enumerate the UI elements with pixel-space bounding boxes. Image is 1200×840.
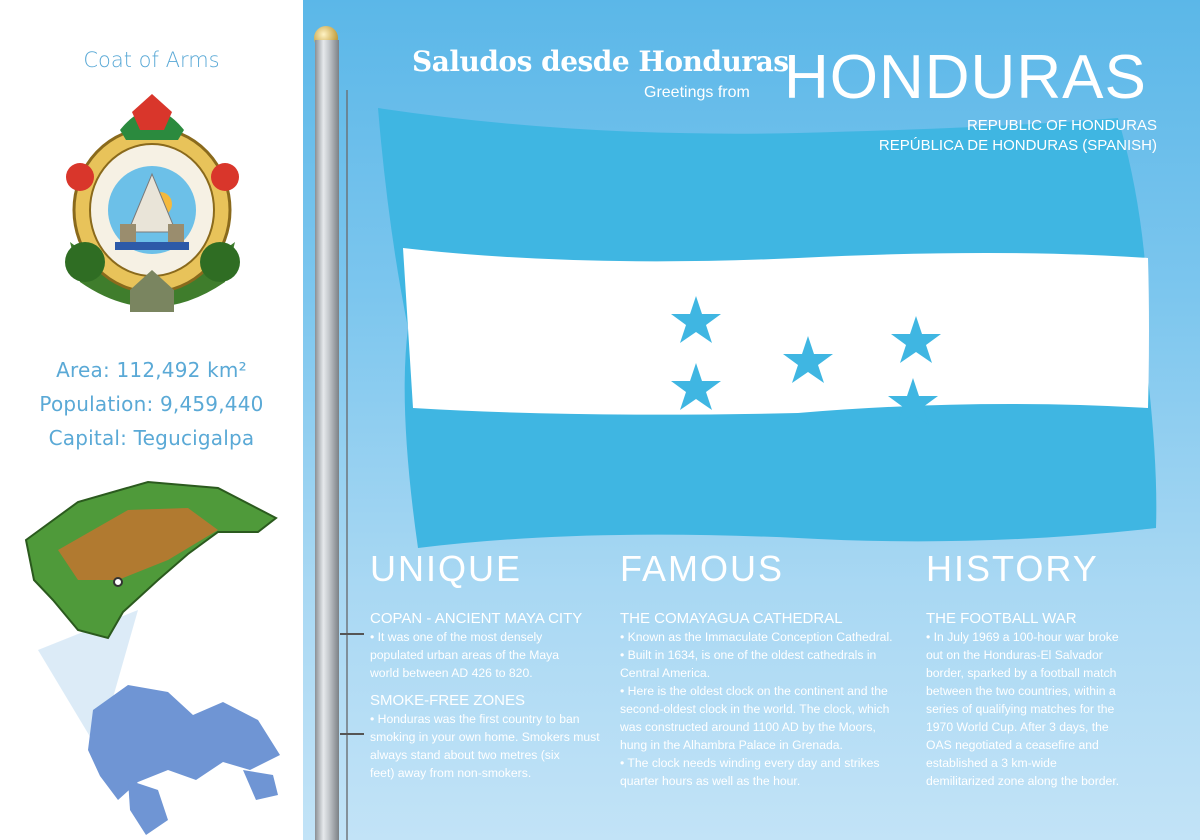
body-line: always stand about two metres (six bbox=[370, 748, 560, 762]
body-line: smoking in your own home. Smokers must bbox=[370, 730, 600, 744]
body-line: feet) away from non-smokers. bbox=[370, 766, 532, 780]
section-title: SMOKE-FREE ZONES bbox=[370, 692, 526, 709]
section-body bbox=[926, 628, 1176, 790]
body-line: hung in the Alhambra Palace in Grenada. bbox=[620, 738, 843, 752]
greeting-spanish: Saludos desde Honduras bbox=[412, 45, 789, 78]
body-line: second-oldest clock in the world. The clock, which bbox=[620, 702, 890, 716]
coat-of-arms-icon bbox=[60, 92, 245, 327]
body-line: OAS negotiated a ceasefire and bbox=[926, 738, 1099, 752]
section-body bbox=[620, 628, 920, 790]
body-line: world between AD 426 to 820. bbox=[370, 666, 533, 680]
body-line: between the two countries, within a bbox=[926, 684, 1116, 698]
section-title: COPAN - ANCIENT MAYA CITY bbox=[370, 610, 583, 627]
country-title: HONDURAS bbox=[784, 43, 1147, 112]
body-line: quarter hours as well as the hour. bbox=[620, 774, 801, 788]
section-title: THE COMAYAGUA CATHEDRAL bbox=[620, 610, 843, 627]
body-line: border, sparked by a football match bbox=[926, 666, 1117, 680]
history-column bbox=[926, 548, 1176, 790]
body-line: established a 3 km-wide bbox=[926, 756, 1057, 770]
area-stat: Area: 112,492 km² bbox=[56, 358, 247, 382]
body-line: • In July 1969 a 100-hour war broke bbox=[926, 630, 1119, 644]
location-map-icon bbox=[18, 470, 298, 840]
body-line: Central America. bbox=[620, 666, 711, 680]
column-heading: UNIQUE bbox=[370, 548, 523, 589]
greeting-english: Greetings from bbox=[644, 84, 750, 101]
body-line: • Known as the Immaculate Conception Cathedral. bbox=[620, 630, 893, 644]
body-line: out on the Honduras-El Salvador bbox=[926, 648, 1103, 662]
pole-tick bbox=[340, 633, 364, 635]
left-info-panel bbox=[0, 0, 303, 840]
section-title: THE FOOTBALL WAR bbox=[926, 610, 1077, 627]
body-line: series of qualifying matches for the bbox=[926, 702, 1115, 716]
body-line: • Honduras was the first country to ban bbox=[370, 712, 580, 726]
pole-tick bbox=[340, 733, 364, 735]
honduras-flag-icon bbox=[378, 108, 1158, 548]
famous-column bbox=[620, 548, 920, 790]
body-line: • It was one of the most densely bbox=[370, 630, 543, 644]
official-name-spanish: REPÚBLICA DE HONDURAS (SPANISH) bbox=[878, 137, 1157, 154]
body-line: populated urban areas of the Maya bbox=[370, 648, 560, 662]
section-body bbox=[370, 710, 610, 782]
flagpole-rope bbox=[346, 90, 348, 840]
column-heading: HISTORY bbox=[926, 548, 1099, 589]
unique-column bbox=[370, 548, 610, 782]
column-heading: FAMOUS bbox=[620, 548, 785, 589]
population-stat: Population: 9,459,440 bbox=[39, 392, 264, 416]
body-line: was constructed around 1100 AD by the Moors, bbox=[620, 720, 876, 734]
body-line: 1970 World Cup. After 3 days, the bbox=[926, 720, 1109, 734]
flagpole bbox=[315, 40, 339, 840]
coat-of-arms-title: Coat of Arms bbox=[83, 48, 220, 72]
section-body bbox=[370, 628, 610, 682]
body-line: • Here is the oldest clock on the continent and the bbox=[620, 684, 888, 698]
capital-stat: Capital: Tegucigalpa bbox=[48, 426, 255, 450]
official-name: REPUBLIC OF HONDURAS bbox=[966, 117, 1157, 134]
body-line: demilitarized zone along the border. bbox=[926, 774, 1120, 788]
body-line: • The clock needs winding every day and strikes bbox=[620, 756, 880, 770]
body-line: • Built in 1634, is one of the oldest cathedrals in bbox=[620, 648, 877, 662]
